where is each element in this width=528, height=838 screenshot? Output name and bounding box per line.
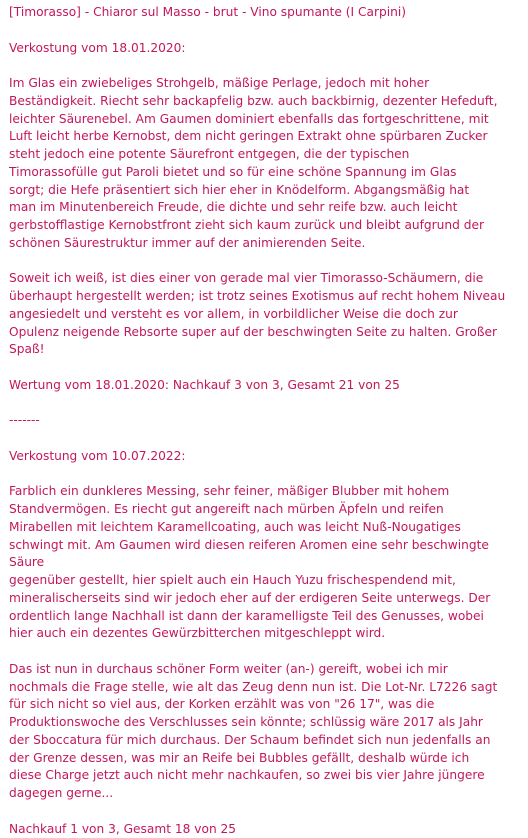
wine-title: [Timorasso] - Chiaror sul Masso - brut - Vino spumante (I Carpini)	[9, 4, 522, 22]
tasting-2020-paragraph-2: Soweit ich weiß, ist dies einer von gerade mal vier Timorasso-Schäumern, die überhaupt hergestellt werden; ist trotz seines Exotismus auf recht hohem Niveau angesiedelt und versteht es vor allem, in vorbildlicher Weise die doch zur Opulenz neigende Rebsorte super auf der beschwingten Seite zu halten. Großer Spaß!	[9, 270, 522, 359]
tasting-2020-paragraph-1: Im Glas ein zwiebeliges Strohgelb, mäßige Perlage, jedoch mit hoher Beständigkeit. Riecht sehr backapfelig bzw. auch backbirnig, dezenter Hefeduft, leichter Säurenebel. Am Gaumen dominiert ebenfalls das fortgeschrittene, mit Luft leicht herbe Kernobst, dem nicht geringen Extrakt ohne spürbaren Zucker steht jedoch eine potente Säurefront entgegen, die der typischen Timorassofülle gut Paroli bietet und so für eine schöne Spannung im Glas sorgt; die Hefe präsentiert sich hier eher in Knödelform. Abgangsmäßig hat man im Minutenbereich Freude, die dichte und sehr reife bzw. auch leicht gerbstofflastige Kernobstfront zieht sich kaum zurück und bleibt aufgrund der schönen Säurestruktur immer auf der animierenden Seite.	[9, 75, 522, 253]
tasting-heading-2022: Verkostung vom 10.07.2022:	[9, 448, 522, 466]
rating-2020: Wertung vom 18.01.2020: Nachkauf 3 von 3, Gesamt 21 von 25	[9, 377, 522, 395]
tasting-2022-paragraph-1: Farblich ein dunkleres Messing, sehr feiner, mäßiger Blubber mit hohem Standvermögen. Es riecht gut angereift nach mürben Äpfeln und reifen Mirabellen mit leichtem Karamellcoating, auch was leicht Nuß-Nougatiges schwingt mit. Am Gaumen wird diesen reiferen Aromen eine sehr beschwingte Säure gegenüber gestellt, hier spielt auch ein Hauch Yuzu frischespendend mit, mineralischerseits sind wir jedoch eher auf der erdigeren Seite unterwegs. Der ordentlich lange Nachhall ist dann der karamelligste Teil des Genusses, wobei hier auch ein dezentes Gewürzbitterchen mitgeschleppt wird.	[9, 483, 522, 643]
tasting-heading-2020: Verkostung vom 18.01.2020:	[9, 40, 522, 58]
tasting-2022-paragraph-2: Das ist nun in durchaus schöner Form weiter (an-) gereift, wobei ich mir nochmals die Frage stelle, wie alt das Zeug denn nun ist. Die Lot-Nr. L7226 sagt für sich nicht so viel aus, der Korken erzählt was von "26 17", was die Produktionswoche des Verschlusses sein könnte; schlüssig wäre 2017 als Jahr der Sboccatura für mich durchaus. Der Schaum befindet sich nun jedenfalls an der Grenze dessen, was mir an Reife bei Bubbles gefällt, deshalb würde ich diese Charge jetzt auch nicht mehr nachkaufen, so zwei bis vier Jahre jüngere dagegen gerne...	[9, 661, 522, 803]
rating-2022: Nachkauf 1 von 3, Gesamt 18 von 25	[9, 821, 522, 838]
separator: -------	[9, 412, 522, 430]
